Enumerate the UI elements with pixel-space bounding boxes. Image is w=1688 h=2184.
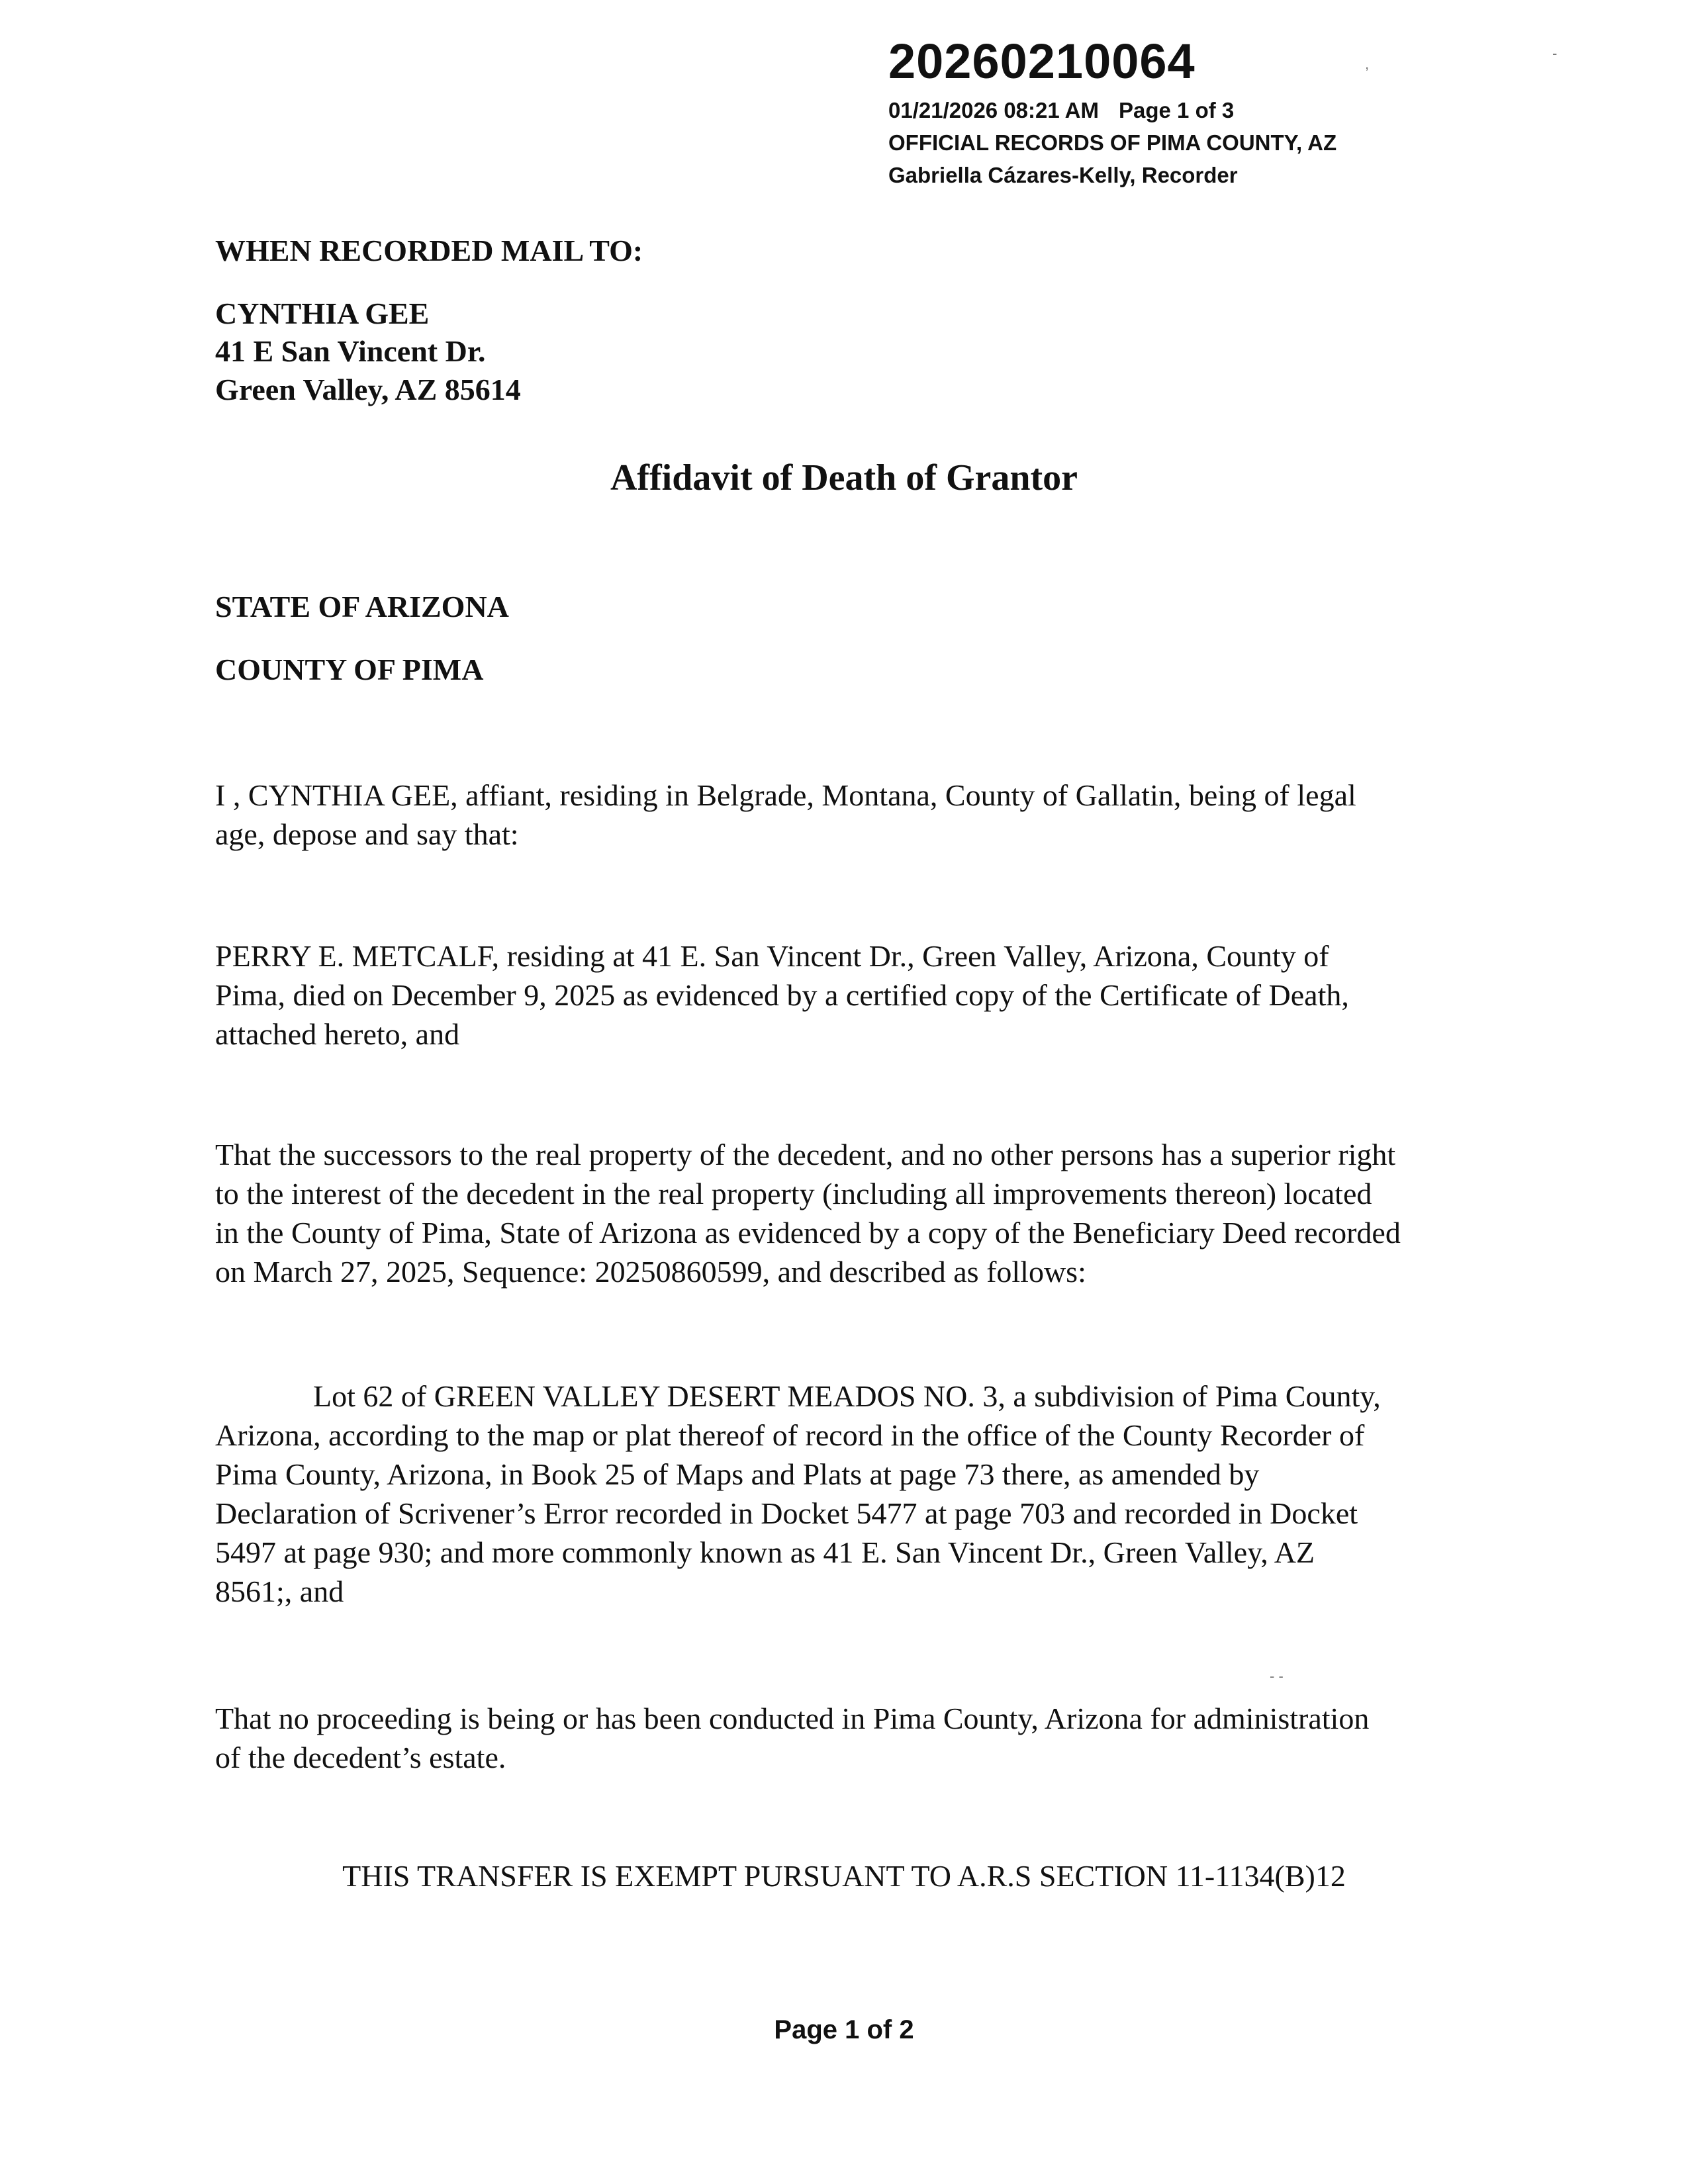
affiant-line: age, depose and say that: bbox=[215, 817, 519, 851]
mail-to-city-state-zip: Green Valley, AZ 85614 bbox=[215, 373, 521, 406]
recording-page-info: Page 1 of 3 bbox=[1119, 98, 1235, 122]
stray-mark: - bbox=[1552, 45, 1558, 62]
decedent-paragraph bbox=[215, 936, 1473, 1054]
legal-description bbox=[215, 1377, 1473, 1611]
recording-sequence-number: 20260210064 bbox=[888, 34, 1196, 89]
successors-line: on March 27, 2025, Sequence: 20250860599, and described as follows: bbox=[215, 1255, 1086, 1289]
decedent-line: PERRY E. METCALF, residing at 41 E. San Vincent Dr., Green Valley, Arizona, County of bbox=[215, 939, 1329, 973]
no-proceeding-line: That no proceeding is being or has been conducted in Pima County, Arizona for administration bbox=[215, 1702, 1370, 1735]
no-proceeding-line: of the decedent’s estate. bbox=[215, 1741, 506, 1774]
successors-paragraph bbox=[215, 1135, 1473, 1291]
venue-state: STATE OF ARIZONA bbox=[215, 590, 509, 623]
mail-to-name: CYNTHIA GEE bbox=[215, 296, 430, 330]
legal-description-line: Arizona, according to the map or plat thereof of record in the office of the County Recorder of bbox=[215, 1418, 1365, 1452]
document-title: Affidavit of Death of Grantor bbox=[610, 457, 1078, 498]
legal-description-line: 8561;, and bbox=[215, 1574, 344, 1608]
recording-datetime-line bbox=[888, 98, 1234, 123]
venue-county: COUNTY OF PIMA bbox=[215, 653, 484, 686]
stray-mark: , bbox=[1365, 56, 1370, 72]
decedent-line: Pima, died on December 9, 2025 as evidenced by a certified copy of the Certificate of Death, bbox=[215, 978, 1349, 1012]
no-proceeding-paragraph bbox=[215, 1699, 1473, 1777]
affiant-paragraph bbox=[215, 776, 1473, 854]
successors-line: in the County of Pima, State of Arizona as evidenced by a copy of the Beneficiary Deed recorded bbox=[215, 1216, 1401, 1250]
decedent-line: attached hereto, and bbox=[215, 1017, 460, 1051]
legal-description-line: Declaration of Scrivener’s Error recorded in Docket 5477 at page 703 and recorded in Docket bbox=[215, 1496, 1358, 1530]
successors-line: to the interest of the decedent in the real property (including all improvements thereon) located bbox=[215, 1177, 1372, 1210]
recording-office: OFFICIAL RECORDS OF PIMA COUNTY, AZ bbox=[888, 130, 1337, 155]
affiant-line: I , CYNTHIA GEE, affiant, residing in Belgrade, Montana, County of Gallatin, being of legal bbox=[215, 778, 1356, 812]
recorder-name: Gabriella Cázares-Kelly, Recorder bbox=[888, 163, 1238, 187]
exempt-statement: THIS TRANSFER IS EXEMPT PURSUANT TO A.R.S SECTION 11-1134(B)12 bbox=[342, 1859, 1346, 1893]
mail-to-heading: WHEN RECORDED MAIL TO: bbox=[215, 234, 643, 267]
legal-description-line: 5497 at page 930; and more commonly known as 41 E. San Vincent Dr., Green Valley, AZ bbox=[215, 1535, 1315, 1569]
legal-description-line: Pima County, Arizona, in Book 25 of Maps and Plats at page 73 there, as amended by bbox=[215, 1457, 1260, 1491]
recording-datetime: 01/21/2026 08:21 AM bbox=[888, 98, 1099, 122]
mail-to-street: 41 E San Vincent Dr. bbox=[215, 334, 486, 368]
successors-line: That the successors to the real property of the decedent, and no other persons has a superior right bbox=[215, 1138, 1396, 1171]
legal-description-line: Lot 62 of GREEN VALLEY DESERT MEADOS NO. 3, a subdivision of Pima County, bbox=[313, 1379, 1381, 1413]
footer-page-number: Page 1 of 2 bbox=[774, 2015, 914, 2044]
stray-mark: - - bbox=[1270, 1668, 1284, 1684]
